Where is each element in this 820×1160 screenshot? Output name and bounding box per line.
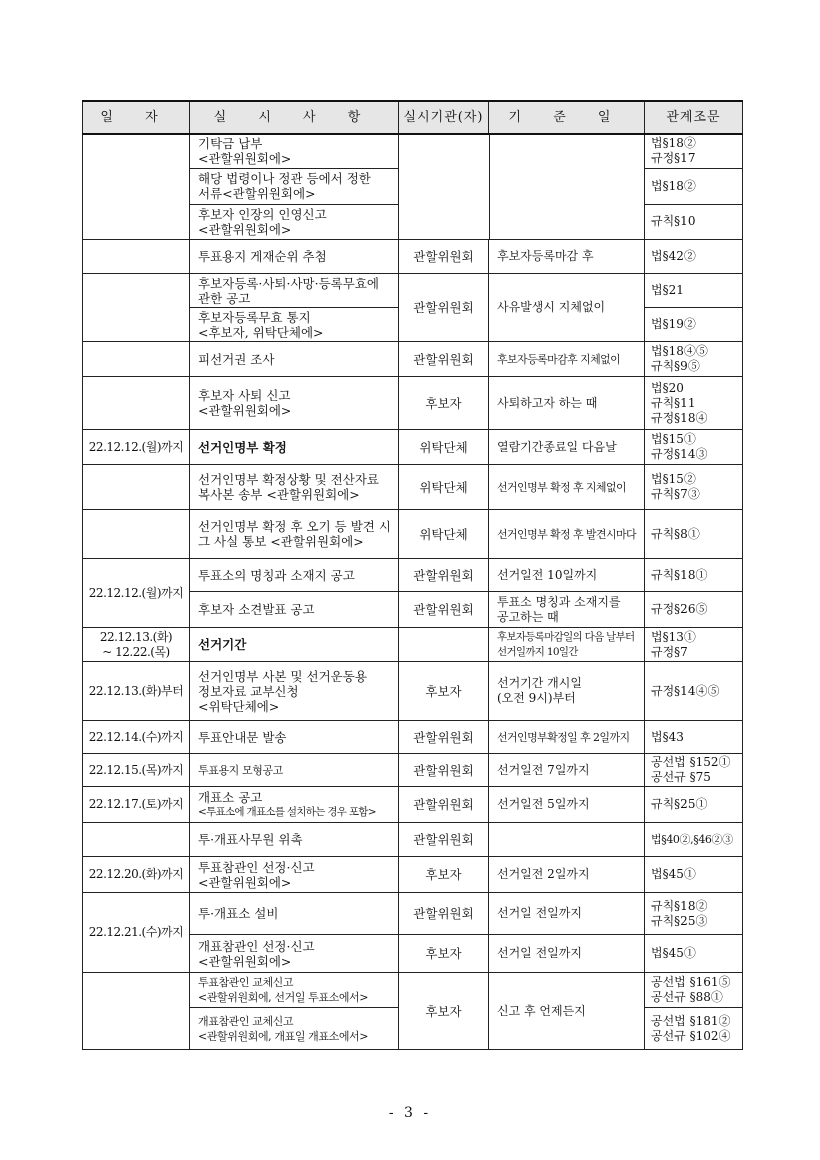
base-line: 선거일전 10일까지 bbox=[497, 567, 598, 582]
base-line: 선거일전 2일까지 bbox=[497, 867, 590, 881]
item-line: 피선거권 조사 bbox=[198, 351, 275, 367]
law-line: 법§42② bbox=[651, 249, 696, 263]
base-line: 사유발생시 지체없이 bbox=[497, 300, 606, 314]
law-line: 법§13① bbox=[651, 629, 696, 644]
item-cell bbox=[190, 754, 399, 787]
law-cell bbox=[645, 465, 743, 510]
base-cell bbox=[489, 559, 645, 592]
law-line: 규정§18④ bbox=[651, 410, 708, 425]
item-line: 투표참관인 교체신고 bbox=[198, 976, 294, 989]
org-cell: 위탁단체 bbox=[399, 430, 489, 465]
law-cell bbox=[645, 787, 743, 823]
item-line: 후보자 소견발표 공고 bbox=[198, 602, 315, 617]
law-cell bbox=[645, 973, 743, 1008]
law-line: 법§19② bbox=[651, 317, 696, 331]
law-cell bbox=[645, 893, 743, 935]
date-line: 22.12.13.(화)부터 bbox=[88, 683, 184, 698]
date-cell bbox=[83, 559, 190, 628]
law-line: 규칙§8① bbox=[651, 526, 700, 541]
base-cell bbox=[489, 465, 645, 510]
law-cell bbox=[645, 592, 743, 628]
date-cell bbox=[83, 510, 190, 559]
base-line: 열람기간종료일 다음날 bbox=[497, 439, 617, 454]
item-line: 투표소의 명칭과 소재지 공고 bbox=[198, 567, 355, 583]
date-cell bbox=[83, 465, 190, 510]
item-line: 서류<관할위원회에> bbox=[198, 186, 316, 202]
law-line: 규칙§9⑤ bbox=[651, 359, 700, 373]
item-cell bbox=[190, 377, 399, 430]
item-cell bbox=[190, 721, 399, 754]
item-line: 투·개표소 설비 bbox=[198, 906, 279, 921]
law-line: 법§20 bbox=[651, 380, 684, 395]
item-line: 개표참관인 선정·신고 bbox=[198, 938, 315, 954]
date-cell bbox=[83, 973, 190, 1050]
law-cell bbox=[645, 510, 743, 559]
law-cell bbox=[645, 134, 743, 168]
law-line: 법§45① bbox=[651, 946, 696, 960]
org-cell bbox=[399, 628, 489, 662]
law-line: 법§43 bbox=[651, 729, 684, 744]
item-line: <위탁단체에> bbox=[198, 698, 280, 714]
item-line: 투·개표사무원 위촉 bbox=[198, 832, 303, 847]
item-line: 투표참관인 선정·신고 bbox=[198, 859, 315, 875]
item-line: <관할위원회에> bbox=[198, 953, 292, 969]
item-cell bbox=[190, 893, 399, 935]
date-cell bbox=[83, 754, 190, 787]
item-cell bbox=[190, 823, 399, 857]
law-line: 규정§7 bbox=[651, 644, 688, 659]
base-cell bbox=[489, 510, 645, 559]
item-line: <관할위원회에> bbox=[198, 403, 292, 418]
date-cell bbox=[83, 662, 190, 721]
org-cell: 관할위원회 bbox=[399, 823, 489, 857]
base-line: 선거인명부 확정 후 발견시마다 bbox=[497, 527, 637, 541]
base-line: 선거인명부 확정 후 지체없이 bbox=[497, 480, 627, 494]
org-cell: 후보자 bbox=[399, 377, 489, 430]
item-cell bbox=[190, 973, 399, 1008]
item-cell bbox=[190, 592, 399, 628]
org-cell: 관할위원회 bbox=[399, 592, 489, 628]
item-line: 선거인명부 확정상황 및 전산자료 bbox=[198, 472, 379, 487]
base-cell bbox=[489, 240, 645, 274]
header-item: 실 시 사 항 bbox=[190, 101, 399, 134]
table-row bbox=[83, 628, 743, 662]
base-cell bbox=[489, 893, 645, 935]
base-line: 선거인명부확정일 후 2일까지 bbox=[497, 730, 630, 744]
base-cell bbox=[489, 721, 645, 754]
item-cell bbox=[190, 662, 399, 721]
law-line: 법§18② bbox=[651, 178, 696, 193]
date-cell bbox=[83, 240, 190, 274]
item-line: 투표용지 모형공고 bbox=[198, 763, 283, 777]
item-cell bbox=[190, 559, 399, 592]
date-cell bbox=[83, 628, 190, 662]
item-line: 그 사실 통보 <관할위원회에> bbox=[198, 534, 364, 549]
org-cell: 관할위원회 bbox=[399, 240, 489, 274]
date-line: 22.12.12.(월)까지 bbox=[88, 439, 184, 454]
item-cell bbox=[190, 342, 399, 377]
date-line: 22.12.21.(수)까지 bbox=[88, 925, 184, 939]
law-line: 규정§14④⑤ bbox=[651, 683, 720, 698]
law-line: 규칙§7③ bbox=[651, 487, 700, 501]
law-cell bbox=[645, 857, 743, 893]
base-line: 신고 후 언제든지 bbox=[497, 1003, 586, 1018]
table-row bbox=[83, 973, 743, 1008]
schedule-table bbox=[82, 100, 743, 1050]
item-cell bbox=[190, 857, 399, 893]
item-line: 후보자등록·사퇴·사망·등록무효에 bbox=[198, 275, 379, 291]
date-line: 22.12.17.(토)까지 bbox=[88, 797, 184, 811]
law-line: 공선법 §152① bbox=[651, 755, 731, 769]
table-row bbox=[83, 559, 743, 592]
item-line: 해당 법령이나 정관 등에서 정한 bbox=[198, 171, 371, 187]
base-line: 후보자등록마감 후 bbox=[497, 249, 594, 263]
item-line: 관한 공고 bbox=[198, 290, 251, 306]
date-cell bbox=[83, 430, 190, 465]
law-line: 규칙§18① bbox=[651, 567, 708, 582]
base-cell bbox=[489, 628, 645, 662]
base-line: 사퇴하고자 하는 때 bbox=[497, 395, 598, 410]
law-cell bbox=[645, 274, 743, 308]
table-row bbox=[83, 377, 743, 430]
table-row bbox=[83, 134, 743, 168]
item-cell bbox=[190, 465, 399, 510]
item-line: <관할위원회에> bbox=[198, 151, 292, 167]
law-cell bbox=[645, 754, 743, 787]
base-cell bbox=[489, 662, 645, 721]
base-cell bbox=[489, 754, 645, 787]
law-line: 법§40②,§46②③ bbox=[651, 833, 733, 846]
item-line: 선거인명부 확정 후 오기 등 발견 시 bbox=[198, 519, 391, 534]
law-cell bbox=[645, 721, 743, 754]
header-base: 기 준 일 bbox=[489, 101, 645, 134]
item-line: 선거인명부 확정 bbox=[198, 439, 287, 455]
page-number: - 3 - bbox=[388, 1105, 432, 1121]
item-line: 투표용지 게재순위 추첨 bbox=[198, 249, 327, 264]
item-line: 기탁금 납부 bbox=[198, 136, 263, 152]
table-row bbox=[83, 240, 743, 274]
table-row bbox=[83, 721, 743, 754]
table-row bbox=[83, 662, 743, 721]
law-cell bbox=[645, 662, 743, 721]
item-cell bbox=[190, 168, 399, 204]
item-cell bbox=[190, 134, 399, 168]
table-row bbox=[83, 823, 743, 857]
org-cell: 후보자 bbox=[399, 662, 489, 721]
base-line: 선거기간 개시일 bbox=[497, 676, 582, 690]
org-cell: 관할위원회 bbox=[399, 342, 489, 377]
law-cell bbox=[645, 204, 743, 239]
item-line: <관할위원회에, 개표일 개표소에서> bbox=[198, 1029, 369, 1043]
base-cell bbox=[489, 430, 645, 465]
item-cell bbox=[190, 628, 399, 662]
base-line: 선거일전 5일까지 bbox=[497, 797, 590, 811]
item-line: 선거기간 bbox=[198, 637, 247, 652]
item-cell bbox=[190, 240, 399, 274]
item-cell bbox=[190, 1008, 399, 1050]
date-cell bbox=[83, 342, 190, 377]
base-cell bbox=[489, 787, 645, 823]
law-line: 규정§26⑤ bbox=[651, 602, 708, 616]
item-cell bbox=[190, 204, 399, 239]
law-cell bbox=[645, 240, 743, 274]
law-cell bbox=[645, 430, 743, 465]
item-cell bbox=[190, 274, 399, 308]
header-law: 관계조문 bbox=[645, 101, 743, 134]
item-cell bbox=[190, 787, 399, 823]
law-cell bbox=[645, 308, 743, 342]
base-cell bbox=[489, 592, 645, 628]
law-line: 법§15② bbox=[651, 472, 696, 486]
org-cell: 관할위원회 bbox=[399, 274, 489, 342]
law-line: 공선법 §181② bbox=[651, 1013, 731, 1028]
date-cell bbox=[83, 134, 190, 240]
org-cell: 관할위원회 bbox=[399, 754, 489, 787]
org-cell: 후보자 bbox=[399, 973, 489, 1050]
date-cell bbox=[83, 274, 190, 342]
law-line: 규칙§25① bbox=[651, 797, 708, 811]
date-line: 22.12.20.(화)까지 bbox=[88, 867, 184, 881]
item-line: 개표참관인 교체신고 bbox=[198, 1014, 294, 1028]
base-cell bbox=[489, 823, 645, 857]
table-row bbox=[83, 342, 743, 377]
item-line: 투표안내문 발송 bbox=[198, 729, 287, 745]
item-line: 개표소 공고 bbox=[198, 789, 263, 805]
item-line: 후보자등록무효 통지 bbox=[198, 309, 311, 325]
law-line: 규칙§11 bbox=[651, 395, 696, 410]
law-cell bbox=[645, 935, 743, 973]
date-cell bbox=[83, 823, 190, 857]
law-line: 공선규 §75 bbox=[651, 770, 711, 784]
law-cell bbox=[645, 342, 743, 377]
table-row bbox=[83, 754, 743, 787]
base-line: 선거일전 7일까지 bbox=[497, 762, 590, 777]
org-cell: 관할위원회 bbox=[399, 721, 489, 754]
date-cell bbox=[83, 787, 190, 823]
base-cell bbox=[489, 274, 645, 342]
org-cell: 관할위원회 bbox=[399, 893, 489, 935]
base-line: (오전 9시)부터 bbox=[497, 691, 576, 705]
item-line: <관할위원회에> bbox=[198, 221, 292, 237]
law-line: 법§18② bbox=[651, 136, 696, 151]
item-line: <관할위원회에, 선거일 투표소에서> bbox=[198, 991, 369, 1004]
law-line: 법§18④⑤ bbox=[651, 344, 708, 358]
law-line: 규칙§18② bbox=[651, 898, 708, 913]
header-org: 실시기관(자) bbox=[399, 101, 489, 134]
law-line: 법§21 bbox=[651, 283, 684, 297]
base-cell bbox=[489, 935, 645, 973]
law-line: 규칙§25③ bbox=[651, 913, 708, 928]
law-line: 공선규 §102④ bbox=[651, 1028, 731, 1043]
table-row bbox=[83, 893, 743, 935]
date-cell bbox=[83, 377, 190, 430]
base-line: 선거일 전일까지 bbox=[497, 946, 582, 960]
date-line: 22.12.15.(목)까지 bbox=[88, 762, 184, 777]
law-line: 공선법 §161⑤ bbox=[651, 975, 731, 989]
law-line: 공선규 §88① bbox=[651, 990, 723, 1004]
org-cell: 후보자 bbox=[399, 935, 489, 973]
item-cell bbox=[190, 510, 399, 559]
base-line: 후보자등록마감일의 다음 날부터 bbox=[497, 630, 635, 643]
base-line: 후보자등록마감후 지체없이 bbox=[497, 352, 621, 366]
header-date: 일 자 bbox=[83, 101, 190, 134]
base-cell bbox=[489, 377, 645, 430]
item-cell bbox=[190, 308, 399, 342]
item-line: 후보자 인장의 인영신고 bbox=[198, 206, 327, 222]
org-cell: 관할위원회 bbox=[399, 559, 489, 592]
date-line: 22.12.12.(월)까지 bbox=[88, 585, 184, 600]
item-line: 선거인명부 사본 및 선거운동용 bbox=[198, 668, 367, 684]
org-cell: 위탁단체 bbox=[399, 510, 489, 559]
base-cell bbox=[489, 857, 645, 893]
table-row bbox=[83, 274, 743, 308]
table-row bbox=[83, 787, 743, 823]
date-cell bbox=[83, 893, 190, 973]
item-line: 정보자료 교부신청 bbox=[198, 683, 299, 699]
table-row bbox=[83, 465, 743, 510]
date-line: 22.12.14.(수)까지 bbox=[88, 729, 184, 744]
date-cell bbox=[83, 721, 190, 754]
item-cell bbox=[190, 430, 399, 465]
item-cell bbox=[190, 935, 399, 973]
law-line: 규칙§10 bbox=[651, 214, 696, 229]
item-line: <관할위원회에> bbox=[198, 874, 292, 890]
date-cell bbox=[83, 857, 190, 893]
law-cell bbox=[645, 559, 743, 592]
base-line: 투표소 명칭과 소재지를 bbox=[497, 594, 621, 609]
table-header-row bbox=[83, 101, 743, 134]
org-cell: 위탁단체 bbox=[399, 465, 489, 510]
item-line: 복사본 송부 <관할위원회에> bbox=[198, 487, 360, 502]
table-row bbox=[83, 857, 743, 893]
law-line: 규정§14③ bbox=[651, 447, 708, 461]
law-cell bbox=[645, 377, 743, 430]
item-line: <후보자, 위탁단체에> bbox=[198, 324, 324, 340]
base-cell bbox=[489, 342, 645, 377]
law-line: 법§15① bbox=[651, 432, 696, 446]
base-line: 선거일까지 10일간 bbox=[497, 645, 578, 658]
item-line: 후보자 사퇴 신고 bbox=[198, 388, 291, 403]
item-line: <투표소에 개표소를 설치하는 경우 포함> bbox=[198, 805, 376, 818]
law-cell bbox=[645, 1008, 743, 1050]
base-line: 공고하는 때 bbox=[497, 609, 559, 624]
org-base-cell bbox=[399, 134, 645, 240]
base-line: 선거일 전일까지 bbox=[497, 906, 582, 920]
table-row bbox=[83, 430, 743, 465]
law-cell bbox=[645, 823, 743, 857]
law-cell bbox=[645, 628, 743, 662]
law-line: 법§45① bbox=[651, 867, 696, 881]
date-line: ~ 12.22.(목) bbox=[102, 644, 170, 659]
table-row bbox=[83, 510, 743, 559]
base-cell bbox=[489, 973, 645, 1050]
org-cell: 후보자 bbox=[399, 857, 489, 893]
date-line: 22.12.13.(화) bbox=[99, 629, 173, 644]
law-cell bbox=[645, 168, 743, 204]
org-cell: 관할위원회 bbox=[399, 787, 489, 823]
law-line: 규정§17 bbox=[651, 151, 696, 166]
